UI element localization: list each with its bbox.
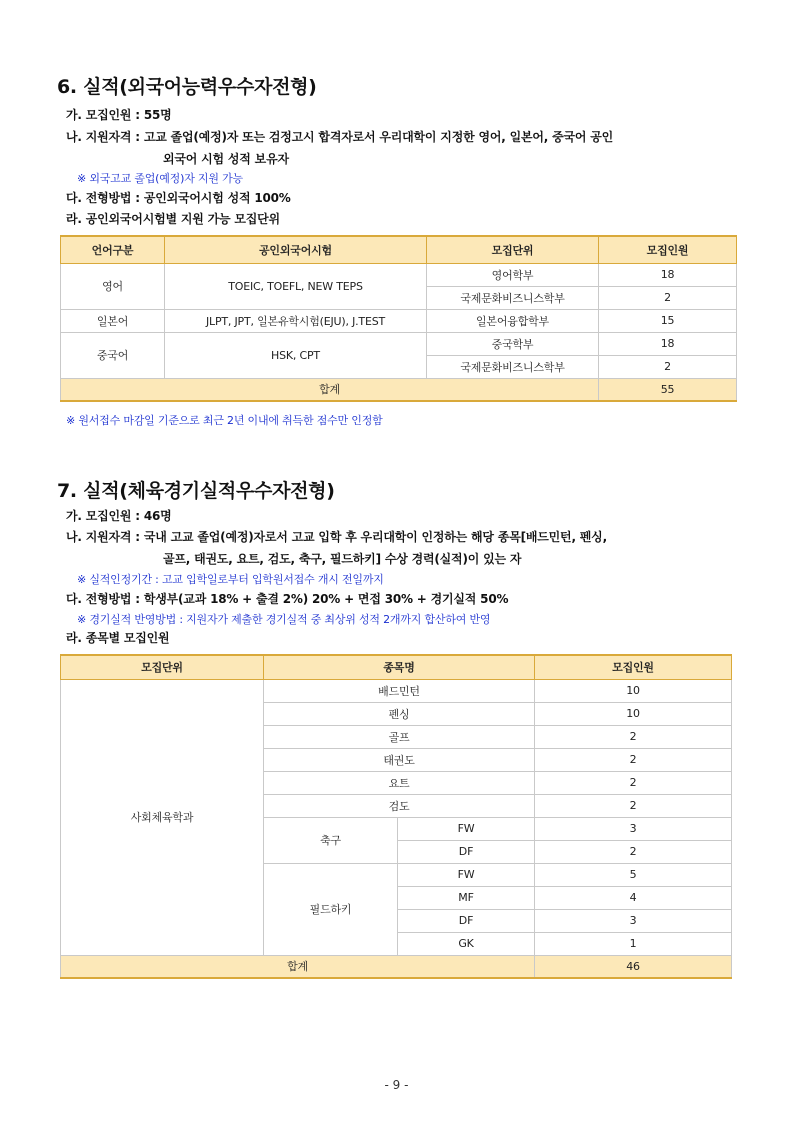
position-cell: FW <box>398 863 535 886</box>
total-label: 합계 <box>61 378 599 401</box>
table-header: 모집단위 <box>61 655 264 679</box>
table-header: 모집인원 <box>599 236 737 263</box>
count-cell: 4 <box>535 886 732 909</box>
count-cell: 3 <box>535 909 732 932</box>
section-6-method: 다. 전형방법 : 공인외국어시험 성적 100% <box>66 191 291 205</box>
section-7-units-title: 라. 종목별 모집인원 <box>66 631 170 645</box>
section-7-qualification-2: 골프, 태권도, 요트, 검도, 축구, 필드하키] 수상 경력(실적)이 있는 자 <box>163 552 522 566</box>
section-6-qualification-1: 나. 지원자격 : 고교 졸업(예정)자 또는 검정고시 합격자로서 우리대학이 지정한 영어, 일본어, 중국어 공인 <box>66 130 614 144</box>
language-cell: 영어 <box>61 263 165 309</box>
section-6-note-1: ※ 외국고교 졸업(예정)자 지원 가능 <box>77 172 243 185</box>
count-cell: 2 <box>535 748 732 771</box>
count-cell: 10 <box>535 679 732 702</box>
position-cell: DF <box>398 909 535 932</box>
section-7-table <box>60 654 732 979</box>
position-cell: GK <box>398 932 535 955</box>
sport-cell: 펜싱 <box>264 702 535 725</box>
table-header: 모집인원 <box>535 655 732 679</box>
department-cell: 사회체육학과 <box>61 679 264 955</box>
count-cell: 2 <box>535 840 732 863</box>
section-7-quota: 가. 모집인원 : 46명 <box>66 509 172 523</box>
sport-cell: 요트 <box>264 771 535 794</box>
language-cell: 일본어 <box>61 309 165 332</box>
table-header: 모집단위 <box>427 236 599 263</box>
section-7-title: 7. 실적(체육경기실적우수자전형) <box>57 480 335 502</box>
count-cell: 5 <box>535 863 732 886</box>
exam-cell: HSK, CPT <box>165 332 427 378</box>
sport-cell: 검도 <box>264 794 535 817</box>
sport-cell: 골프 <box>264 725 535 748</box>
section-6-note-2: ※ 원서접수 마감일 기준으로 최근 2년 이내에 취득한 점수만 인정함 <box>66 414 383 427</box>
count-cell: 3 <box>535 817 732 840</box>
count-cell: 10 <box>535 702 732 725</box>
section-7-qualification-1: 나. 지원자격 : 국내 고교 졸업(예정)자로서 고교 입학 후 우리대학이 인정하는 해당 종목[배드민턴, 펜싱, <box>66 530 607 544</box>
table-header: 종목명 <box>264 655 535 679</box>
count-cell: 18 <box>599 263 737 286</box>
language-cell: 중국어 <box>61 332 165 378</box>
sport-cell: 배드민턴 <box>264 679 535 702</box>
total-value: 46 <box>535 955 732 978</box>
section-6-title: 6. 실적(외국어능력우수자전형) <box>57 76 317 98</box>
sport-cell: 축구 <box>264 817 398 863</box>
unit-cell: 영어학부 <box>427 263 599 286</box>
sport-cell: 태권도 <box>264 748 535 771</box>
section-7-note-1: ※ 실적인정기간 : 고교 입학일로부터 입학원서접수 개시 전일까지 <box>77 573 384 586</box>
exam-cell: JLPT, JPT, 일본유학시험(EJU), J.TEST <box>165 309 427 332</box>
count-cell: 18 <box>599 332 737 355</box>
position-cell: DF <box>398 840 535 863</box>
section-6-quota: 가. 모집인원 : 55명 <box>66 108 172 122</box>
count-cell: 2 <box>535 794 732 817</box>
unit-cell: 일본어융합학부 <box>427 309 599 332</box>
section-6-units-title: 라. 공인외국어시험별 지원 가능 모집단위 <box>66 212 280 226</box>
exam-cell: TOEIC, TOEFL, NEW TEPS <box>165 263 427 309</box>
position-cell: FW <box>398 817 535 840</box>
count-cell: 15 <box>599 309 737 332</box>
section-6-table <box>60 235 737 402</box>
count-cell: 2 <box>599 355 737 378</box>
count-cell: 2 <box>535 725 732 748</box>
total-label: 합계 <box>61 955 535 978</box>
unit-cell: 국제문화비즈니스학부 <box>427 286 599 309</box>
count-cell: 2 <box>599 286 737 309</box>
section-7-note-2: ※ 경기실적 반영방법 : 지원자가 제출한 경기실적 중 최상위 성적 2개까지 합산하여 반영 <box>77 613 491 626</box>
page-number: - 9 - <box>384 1078 409 1092</box>
table-header: 언어구분 <box>61 236 165 263</box>
position-cell: MF <box>398 886 535 909</box>
unit-cell: 중국학부 <box>427 332 599 355</box>
sport-cell: 필드하키 <box>264 863 398 955</box>
section-6-qualification-2: 외국어 시험 성적 보유자 <box>163 152 289 166</box>
total-value: 55 <box>599 378 737 401</box>
count-cell: 1 <box>535 932 732 955</box>
count-cell: 2 <box>535 771 732 794</box>
section-7-method: 다. 전형방법 : 학생부(교과 18% + 출결 2%) 20% + 면접 30% + 경기실적 50% <box>66 592 509 606</box>
table-header: 공인외국어시험 <box>165 236 427 263</box>
unit-cell: 국제문화비즈니스학부 <box>427 355 599 378</box>
